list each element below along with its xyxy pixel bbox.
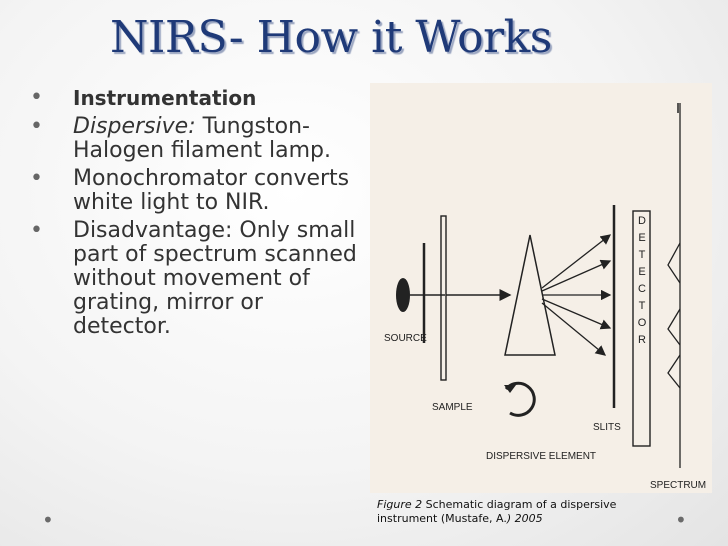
footer-dot-left-icon: • [42,508,54,532]
detector-letter: E [638,266,646,278]
caption-text: Schematic diagram of a dispersive instrument (Mustafe, A. [377,498,617,525]
bullet-dot-icon: • [30,218,43,243]
detector-letters [638,215,647,346]
bullet-text: Instrumentation [73,86,257,110]
bullet-dispersive [30,115,360,163]
caption-tail: ) 2005 [506,512,543,525]
detector-letter: C [638,283,646,295]
dispersive-instrument-diagram [370,83,712,493]
detector-letter: T [638,249,646,261]
bullet-text: Monochromator converts white light to NIR. [73,166,350,215]
detector-letter: D [638,215,646,227]
bullet-disadvantage [30,219,360,339]
bullet-label: Dispersive: [73,114,196,139]
bullet-dot-icon: • [30,166,43,191]
caption-figure-label: Figure 2 [377,498,423,511]
footer-dot-right-icon: • [675,508,687,532]
bullet-text: Disadvantage: Only small part of spectrum scanned without movement of grating, mirror or detector. [73,218,357,339]
detector-letter: T [638,300,646,312]
bullet-monochromator [30,167,360,215]
detector-letter: R [638,334,646,346]
bullet-text: Tungston- Halogen filament lamp. [73,114,331,163]
source-lamp-icon [396,278,445,312]
diagram-svg [370,83,712,493]
slits-label: SLITS [593,422,621,433]
detector-letter: E [638,232,646,244]
bullet-dot-icon: • [30,114,43,139]
figure-caption [377,498,677,526]
source-label: SOURCE [384,333,427,344]
bullet-instrumentation [30,86,360,111]
sample-cell [441,216,446,380]
bullet-list [30,86,360,343]
slide-title: NIRS- How it Works [110,12,552,63]
bullet-dot-icon: • [30,85,43,110]
spectrum-label: SPECTRUM [650,480,707,491]
spectrum-trace [668,103,680,468]
sample-label: SAMPLE [432,402,473,413]
dispersive-element-label: DISPERSIVE ELEMENT [486,451,597,462]
detector-letter: O [637,317,647,329]
dispersed-rays [542,235,610,355]
